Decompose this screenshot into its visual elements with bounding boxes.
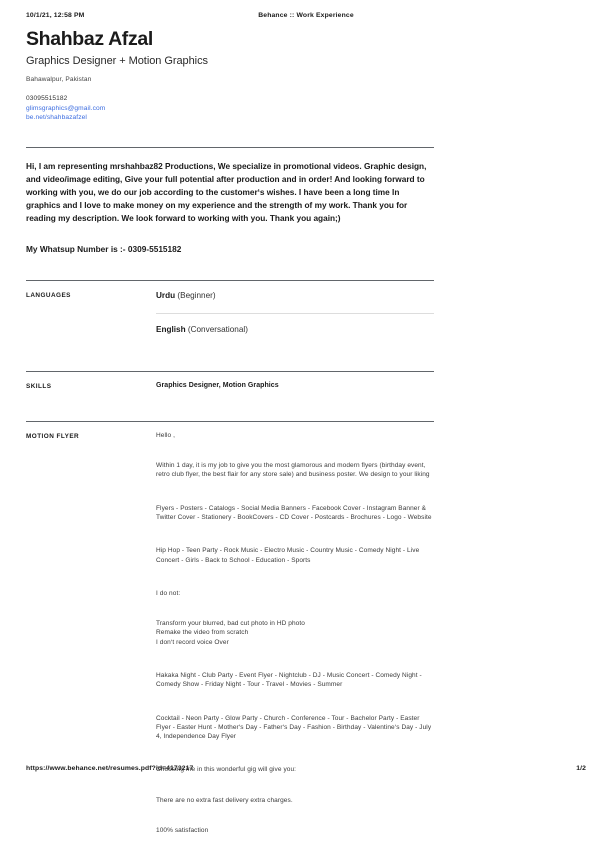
section-languages — [26, 281, 434, 347]
section-skills — [26, 372, 434, 391]
flyer-deliverables: Flyers - Posters - Catalogs - Social Media Banners - Facebook Cover - Instagram Banner & Twitter Cover - Stationery - BookCovers - CD Cover - Postcards - Brochures - Logo - Website — [156, 504, 432, 521]
language-level: (Beginner) — [177, 290, 216, 300]
whatsapp-number: My Whatsup Number is :- 0309-5515182 — [26, 243, 182, 254]
language-item — [156, 314, 434, 347]
section-label-motion-flyer: MOTION FLYER — [26, 432, 80, 440]
section-label-skills: SKILLS — [26, 382, 52, 390]
flyer-themes-events: Cocktail - Neon Party - Glow Party - Church - Conference - Tour - Bachelor Party - Easter Flyer - Easter Hunt - Mother‘s Day - Father‘s Day - Fashion - Birthday - Valentine‘s Day - July 4, Independence Day Flyer — [156, 714, 432, 741]
page-title: Shahbaz Afzal — [26, 28, 153, 50]
flyer-exclusions-heading: I do not: — [156, 589, 181, 597]
section-motion-flyer — [26, 422, 434, 844]
phone-number: 03095515182 — [26, 95, 68, 102]
motion-flyer-body — [156, 422, 434, 844]
intro-paragraph: Hi, I am representing mrshahbaz82 Productions, We specialize in promotional videos. Graphic design, and video/image editing, Give your full potential after production and in order! And looking forward to working with you, we do our job according to the customer‘s wishes. I have been a long time In graphics and I love to make money on my experience and the strength of my work. Thank you for reading my description. We look forward to working with you. Thank you again;) — [26, 160, 427, 224]
languages-body — [156, 281, 434, 347]
flyer-benefit-satisfaction: 100% satisfaction — [156, 827, 209, 835]
resume-content — [26, 28, 434, 844]
language-item — [156, 290, 434, 313]
flyer-benefits-heading: Choosing me in this wonderful gig will give you: — [156, 766, 297, 774]
contact-list — [26, 94, 434, 123]
email-link[interactable]: glimsgraphics@gmail.com — [26, 104, 106, 112]
flyer-benefit-delivery: There are no extra fast delivery extra charges. — [156, 796, 293, 804]
print-document-title: Behance :: Work Experience — [258, 12, 354, 19]
flyer-themes-music: Hip Hop - Teen Party - Rock Music - Electro Music - Country Music - Comedy Night - Live Concert - Girls - Back to School - Education - Sports — [156, 547, 420, 564]
flyer-exclusion-item: Transform your blurred, bad cut photo in HD photo — [156, 620, 305, 628]
flyer-exclusion-item: I don‘t record voice Over — [156, 638, 229, 646]
section-label-languages: LANGUAGES — [26, 291, 71, 299]
print-page-number: 1/2 — [576, 765, 586, 772]
language-name: English — [156, 324, 186, 334]
flyer-themes-nightlife: Hakaka Night - Club Party - Event Flyer - Nightclub - DJ - Music Concert - Comedy Night - Comedy Show - Friday Night - Tour - Travel - Movies - Summer — [156, 671, 422, 689]
language-name: Urdu — [156, 290, 176, 300]
skills-body — [156, 372, 434, 391]
flyer-greeting: Hello , — [156, 431, 175, 439]
profile-headline: Graphics Designer + Motion Graphics — [26, 55, 208, 67]
print-footer — [0, 765, 612, 777]
print-source-url: https://www.behance.net/resumes.pdf?id=4173217 — [26, 765, 194, 772]
skills-value: Graphics Designer, Motion Graphics — [156, 381, 279, 389]
profile-location: Bahawalpur, Pakistan — [26, 76, 92, 83]
flyer-exclusion-item: Remake the video from scratch — [156, 629, 249, 637]
website-link[interactable]: be.net/shahbazafzel — [26, 114, 87, 121]
intro-block — [26, 148, 434, 256]
flyer-pitch: Within 1 day, it is my job to give you the most glamorous and modern flyers (birthday event, retro club flyer, the best flair for any store sale) and business poster. We design to your liking — [156, 462, 430, 479]
language-level: (Conversational) — [187, 324, 248, 334]
print-header — [0, 12, 612, 24]
print-date-time: 10/1/21, 12:58 PM — [26, 12, 85, 19]
